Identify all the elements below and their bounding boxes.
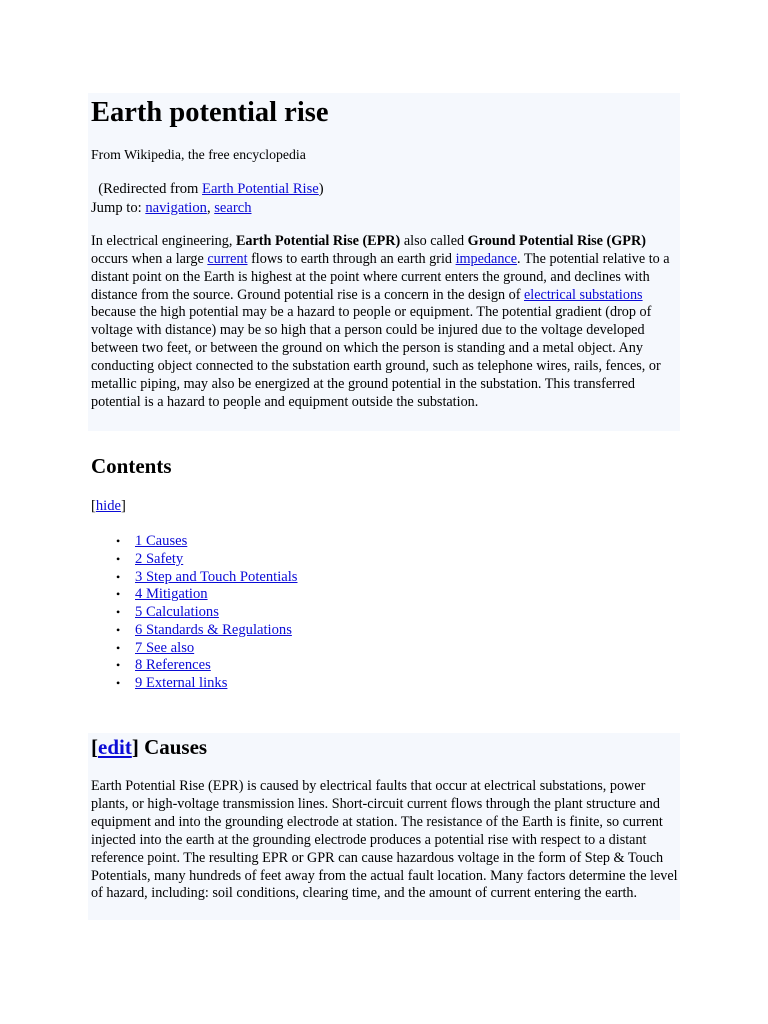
intro-text: flows to earth through an earth grid bbox=[247, 250, 456, 267]
toc-link-mitigation[interactable]: 4 Mitigation bbox=[135, 586, 208, 603]
causes-section bbox=[88, 733, 680, 920]
toc-link-causes[interactable]: 1 Causes bbox=[135, 533, 188, 549]
toc-toggle-bracket: ] bbox=[121, 498, 126, 514]
bullet-icon: • bbox=[116, 658, 121, 673]
toc-toggle bbox=[91, 496, 126, 516]
bullet-icon: • bbox=[116, 605, 121, 619]
redirect-suffix: ) bbox=[318, 181, 324, 197]
toc-toggle-bracket: [ bbox=[91, 498, 96, 514]
toc-item bbox=[116, 604, 297, 622]
toc-link-standards-regulations[interactable]: 6 Standards & Regulations bbox=[135, 621, 292, 638]
bullet-icon: • bbox=[116, 640, 121, 655]
intro-paragraph bbox=[91, 233, 677, 411]
toc-link-external-links[interactable]: 9 External links bbox=[135, 675, 228, 691]
toc-link-see-also[interactable]: 7 See also bbox=[135, 639, 195, 656]
toc-link-references[interactable]: 8 References bbox=[135, 657, 211, 674]
jump-search-link[interactable]: search bbox=[214, 200, 252, 216]
causes-heading-text: Causes bbox=[144, 735, 208, 759]
bullet-icon: • bbox=[116, 587, 121, 602]
bullet-icon: • bbox=[116, 676, 121, 690]
bullet-icon: • bbox=[116, 534, 121, 548]
causes-heading bbox=[91, 733, 207, 761]
bullet-icon: • bbox=[116, 569, 121, 584]
bullet-icon: • bbox=[116, 551, 121, 566]
contents-heading: Contents bbox=[91, 454, 172, 478]
intro-text: also called bbox=[400, 233, 468, 249]
edit-causes-link[interactable]: edit bbox=[98, 735, 132, 759]
intro-bold-term: Earth Potential Rise (EPR) bbox=[235, 233, 401, 249]
intro-text: occurs when a large bbox=[91, 250, 208, 267]
toc-item bbox=[116, 586, 297, 604]
toc-item bbox=[116, 675, 297, 693]
impedance-link[interactable]: impedance bbox=[455, 250, 518, 267]
toc-link-calculations[interactable]: 5 Calculations bbox=[135, 604, 219, 620]
intro-text: because the high potential may be a hazard to people or equipment. The potential gradient (drop of voltage with distance) may be so high that a person could be injured due to the voltage developed between two feet, or between the ground on which the person is standing and a metal object. Any conducting object connected to the substation earth ground, such as telephone wires, rails, fences, or metallic piping, may also be energized at the ground potential in the substation. This transferred potential is a hazard to people and equipment outside the substation. bbox=[91, 304, 661, 410]
edit-bracket: ] bbox=[131, 735, 145, 759]
jump-separator: , bbox=[206, 200, 215, 216]
tagline: From Wikipedia, the free encyclopedia bbox=[91, 147, 306, 162]
causes-paragraph: Earth Potential Rise (EPR) is caused by electrical faults that occur at electrical substations, power plants, or high-voltage transmission lines. Short-circuit current flows through the plant structure and equipment and into the grounding electrode at station. The resistance of the Earth is finite, so current injected into the earth at the grounding electrode produces a potential rise with respect to a distant reference point. The resulting EPR or GPR can cause hazardous voltage in the form of Step & Touch Potentials, many hundreds of feet away from the actual fault location. Many factors determine the level of hazard, including: soil conditions, clearing time, and the amount of current entering the earth. bbox=[91, 778, 678, 902]
toc-item bbox=[116, 533, 297, 551]
toc-item bbox=[116, 551, 297, 569]
current-link[interactable]: current bbox=[207, 250, 248, 267]
intro-bold-term: Ground Potential Rise (GPR) bbox=[467, 233, 646, 249]
toc-link-step-and-touch-potentials[interactable]: 3 Step and Touch Potentials bbox=[135, 568, 298, 585]
edit-bracket: [ bbox=[91, 735, 98, 759]
jump-navigation-link[interactable]: navigation bbox=[145, 200, 207, 216]
toc-item bbox=[116, 622, 297, 640]
toc-list bbox=[116, 533, 297, 693]
toc-item bbox=[116, 569, 297, 587]
article-intro-section bbox=[88, 93, 680, 431]
toc-link-safety[interactable]: 2 Safety bbox=[135, 550, 184, 567]
jump-to-links bbox=[91, 199, 252, 218]
electrical-substations-link[interactable]: electrical substations bbox=[523, 286, 643, 303]
intro-text: In electrical engineering, bbox=[91, 233, 236, 249]
toc-item bbox=[116, 657, 297, 675]
redirect-source-link[interactable]: Earth Potential Rise bbox=[202, 181, 319, 197]
toc-hide-link[interactable]: hide bbox=[95, 498, 122, 514]
toc-item bbox=[116, 640, 297, 658]
bullet-icon: • bbox=[116, 622, 121, 637]
jump-prefix: Jump to: bbox=[91, 200, 146, 216]
redirect-notice bbox=[91, 180, 324, 199]
intro-text: . The potential relative to a distant point on the Earth is highest at the point where current enters the ground, and declines with distance from the source. Ground potential rise is a concern in the design of bbox=[91, 250, 670, 303]
redirect-prefix: (Redirected from bbox=[98, 181, 203, 197]
page-title: Earth potential rise bbox=[91, 97, 329, 128]
